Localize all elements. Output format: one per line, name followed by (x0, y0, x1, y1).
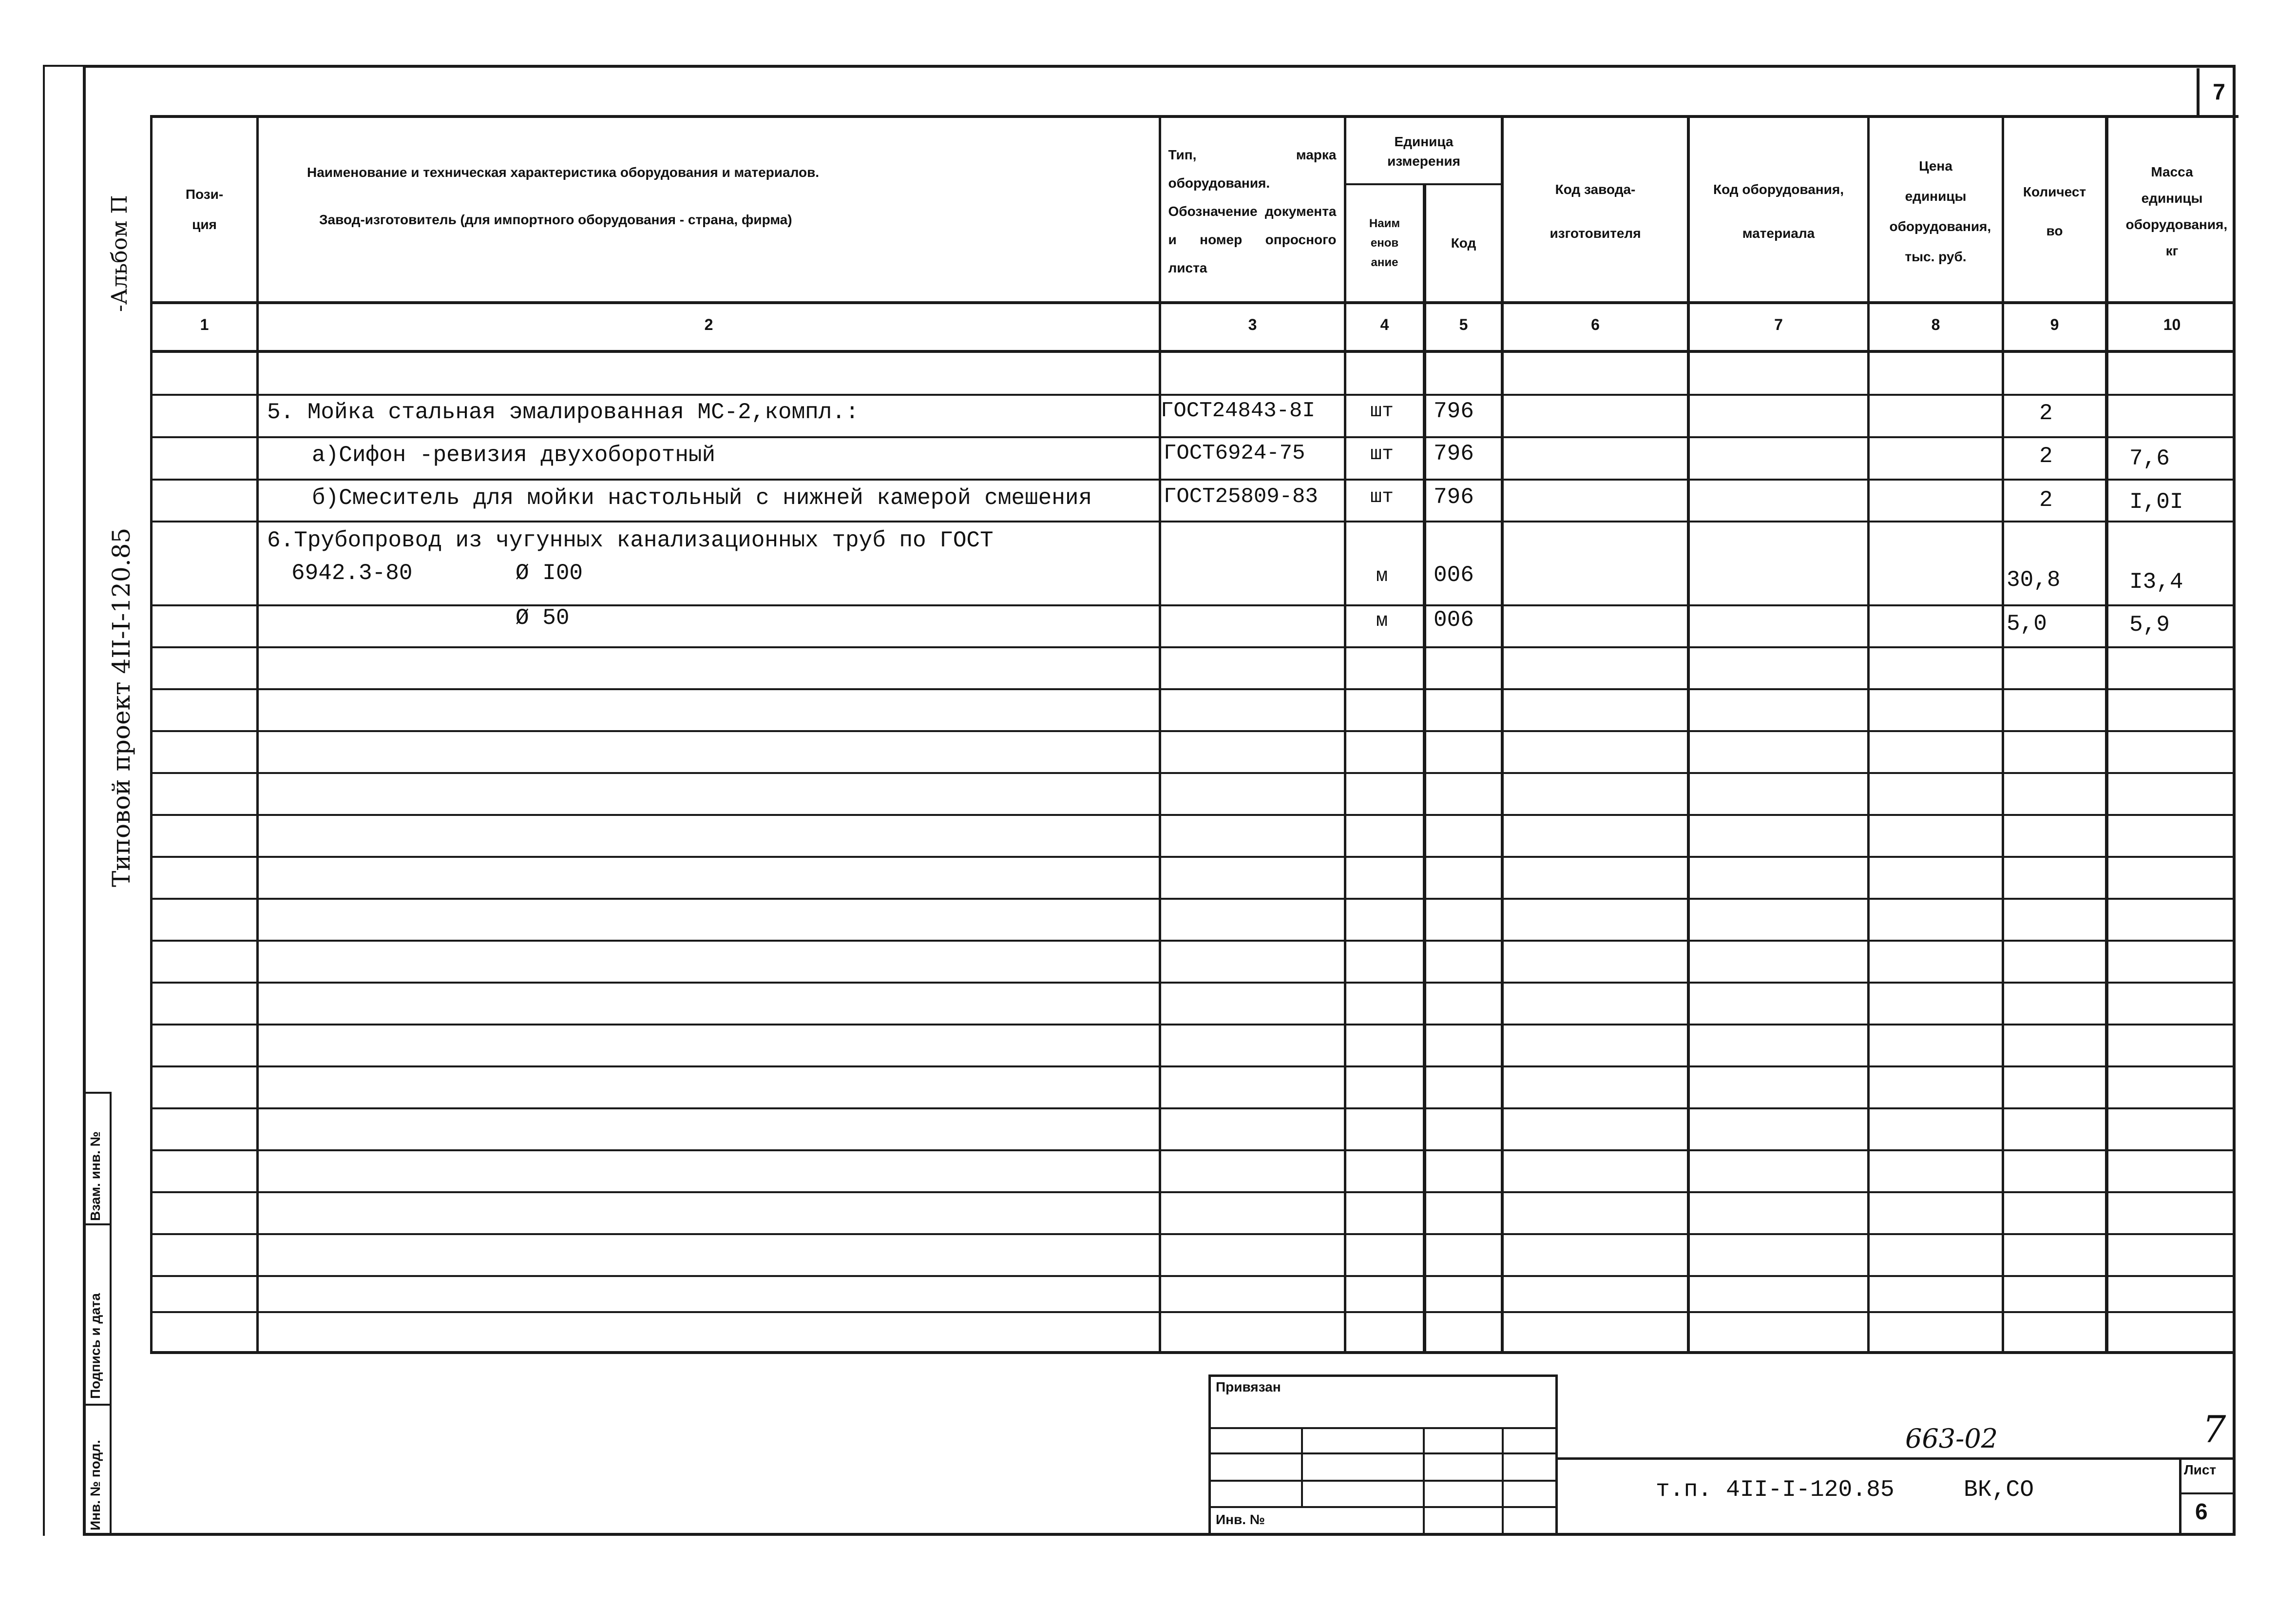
row-type: ГОСТ6924-75 (1164, 441, 1305, 465)
row-diameter: Ø I00 (516, 561, 583, 586)
column-number: 6 (1591, 316, 1600, 333)
header-quantity: Количество (2023, 184, 2086, 238)
row-name: 6942.3-80 (291, 561, 413, 586)
stamp-sep (83, 1223, 112, 1225)
row-qty: 5,0 (2007, 611, 2047, 637)
row-mass: I3,4 (2129, 569, 2183, 595)
row-code: 796 (1434, 399, 1474, 424)
designation: т.п. 4II-I-120.85 (1656, 1477, 1894, 1503)
row-code: 796 (1434, 441, 1474, 466)
row-code: 006 (1434, 607, 1474, 633)
top-sheet-number: 7 (2197, 68, 2239, 118)
privyazan-label: Привязан (1216, 1379, 1281, 1394)
designation-line (1555, 1457, 2236, 1460)
stamp-inv-podl: Инв. № подл. (88, 1440, 103, 1530)
row-qty: 2 (2039, 401, 2053, 426)
col-line-10 (2105, 115, 2108, 1353)
column-number: 2 (704, 316, 713, 333)
header-bottom-line (150, 301, 2236, 304)
row-qty: 2 (2039, 487, 2053, 513)
list-value: 6 (2195, 1499, 2208, 1524)
column-number: 9 (2050, 316, 2059, 333)
stamp-podpis-data: Подпись и дата (88, 1293, 103, 1399)
row-unit: м (1376, 565, 1388, 587)
row-unit: шт (1370, 401, 1394, 423)
row-type: ГОСТ25809-83 (1164, 484, 1318, 509)
column-number: 5 (1459, 316, 1468, 333)
col-line-5 (1423, 183, 1426, 1353)
row-code: 006 (1434, 562, 1474, 588)
row-unit: м (1376, 610, 1388, 632)
row-name: а)Сифон -ревизия двухоборотный (312, 443, 716, 468)
header-unit-name: Наименование (1369, 217, 1400, 269)
column-number: 3 (1248, 316, 1257, 333)
corner-number: 7 (2202, 1408, 2226, 1451)
table-bottom-line (150, 1351, 2236, 1354)
header-equipment-code: Код оборудования, материала (1713, 182, 1844, 241)
header-unit-group: Единица измерения (1387, 134, 1460, 169)
row-diameter: Ø 50 (516, 605, 570, 631)
column-number: 1 (200, 316, 209, 333)
col-line-3 (1159, 115, 1161, 1353)
row-name: б)Смеситель для мойки настольный с нижней камерой смешения (312, 485, 1092, 511)
column-number-bottom-line (150, 350, 2236, 353)
header-type: Тип, марка оборудования. Обозначение документа и номер опросного листа (1168, 147, 1337, 275)
header-position: Пози-ция (185, 187, 224, 232)
row-qty: 30,8 (2007, 567, 2061, 593)
col-line-2 (256, 115, 259, 1353)
header-mass: Масса единицы оборудования, кг (2125, 164, 2228, 258)
row-mass: 7,6 (2129, 446, 2170, 471)
header-name-line2: Завод-изготовитель (для импортного оборудования - страна, фирма) (319, 212, 792, 227)
title-block-top (1208, 1374, 1557, 1377)
row-type: ГОСТ24843-8I (1161, 399, 1315, 423)
column-number: 8 (1931, 316, 1940, 333)
inv-no-label: Инв. № (1216, 1512, 1265, 1527)
stamp-sep (83, 1092, 112, 1094)
row-mass: I,0I (2129, 489, 2183, 515)
margin-line (43, 65, 45, 1536)
row-code: 796 (1434, 484, 1474, 510)
column-number: 7 (1774, 316, 1783, 333)
row-name: 6.Трубопровод из чугунных канализационных труб по ГОСТ (267, 528, 994, 553)
stamp-vzam-inv: Взам. инв. № (88, 1131, 103, 1221)
archive-number: 663-02 (1905, 1423, 1998, 1454)
row-name: 5. Мойка стальная эмалированная МС-2,компл.: (267, 400, 859, 425)
side-album-label: -Альбом П (107, 195, 132, 312)
row-mass: 5,9 (2129, 612, 2170, 638)
header-name-line1: Наименование и техническая характеристика оборудования и материалов. (307, 165, 820, 180)
row-unit: шт (1370, 486, 1394, 508)
row-qty: 2 (2039, 444, 2053, 469)
side-project-label: Типовой проект 4II-I-120.85 (107, 527, 135, 887)
stamp-column-line (110, 1092, 112, 1536)
stamp-sep (83, 1404, 112, 1406)
header-price: Цена единицы оборудования, тыс. руб. (1889, 158, 1991, 264)
header-top-line (150, 115, 2236, 118)
header-factory-code: Код завода-изготовителя (1550, 182, 1641, 241)
column-number: 4 (1380, 316, 1389, 333)
column-number: 10 (2163, 316, 2181, 333)
margin-top-line (43, 65, 85, 67)
list-label: Лист (2184, 1462, 2217, 1477)
doc-mark: ВК,СО (1964, 1477, 2034, 1503)
header-unit-code: Код (1451, 235, 1476, 251)
row-unit: шт (1370, 444, 1394, 465)
